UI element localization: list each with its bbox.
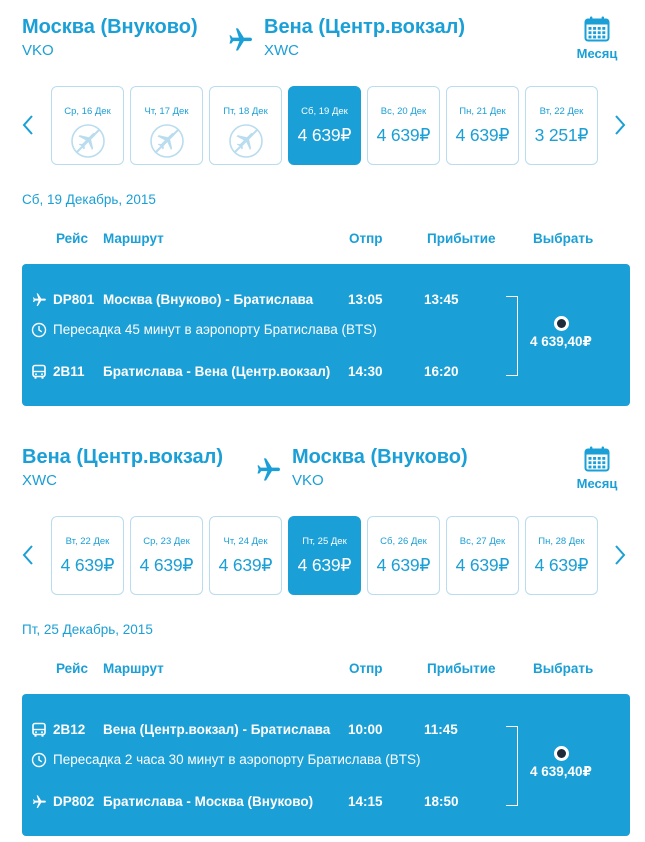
month-label: Месяц (576, 476, 618, 491)
plane-icon (31, 794, 47, 810)
column-header-route: Маршрут (103, 661, 164, 676)
flight-number: DP801 (53, 292, 95, 307)
month-view-button[interactable] (572, 16, 622, 61)
segments-bracket (506, 726, 518, 806)
prev-dates-chevron-left-icon[interactable] (20, 544, 36, 566)
date-option-label: Чт, 24 Дек (223, 536, 268, 547)
departure-time: 13:05 (348, 292, 383, 307)
total-price: 4 639,40₽ (530, 764, 592, 779)
clock-icon (31, 322, 47, 338)
segment-route: Москва (Внуково) - Братислава (103, 292, 314, 307)
date-option-price: 4 639₽ (376, 125, 431, 145)
date-option-price: 4 639₽ (139, 555, 194, 575)
date-strip (0, 86, 645, 166)
date-option[interactable] (51, 86, 124, 165)
month-view-button[interactable] (572, 446, 622, 491)
column-header-select: Выбрать (533, 661, 594, 676)
no-flight-icon (70, 123, 106, 159)
date-option[interactable] (130, 516, 203, 595)
date-option-label: Пн, 28 Дек (538, 536, 585, 547)
plane-icon (226, 26, 254, 54)
clock-icon (31, 752, 47, 768)
destination-code: XWC (264, 42, 299, 59)
origin-city: Вена (Центр.вокзал) (22, 446, 224, 468)
departure-time: 10:00 (348, 722, 383, 737)
segment-row (22, 292, 502, 310)
date-option-price: 4 639₽ (297, 125, 352, 145)
date-option[interactable] (51, 516, 124, 595)
next-dates-chevron-right-icon[interactable] (612, 114, 628, 136)
arrival-time: 16:20 (424, 364, 459, 379)
calendar-icon (584, 446, 610, 472)
segments-bracket (506, 296, 518, 376)
select-radio[interactable] (554, 746, 569, 761)
arrival-time: 13:45 (424, 292, 459, 307)
column-headers (0, 231, 645, 249)
origin-code: XWC (22, 472, 57, 489)
total-price: 4 639,40₽ (530, 334, 592, 349)
date-option-price: 4 639₽ (455, 555, 510, 575)
date-option-label: Пн, 21 Дек (459, 106, 506, 117)
destination-city: Вена (Центр.вокзал) (264, 16, 466, 38)
segment-route: Вена (Центр.вокзал) - Братислава (103, 722, 331, 737)
date-option-label: Пт, 18 Дек (223, 106, 268, 117)
column-header-arrive: Прибытие (427, 661, 496, 676)
destination-city: Москва (Внуково) (292, 446, 468, 468)
itinerary-card[interactable] (22, 694, 630, 836)
transfer-row (22, 752, 502, 770)
date-option-label: Пт, 25 Дек (302, 536, 347, 547)
date-option[interactable] (209, 516, 282, 595)
transfer-row (22, 322, 502, 340)
date-option-price: 3 251₽ (534, 125, 589, 145)
route-header (22, 16, 622, 66)
date-option-label: Сб, 26 Дек (380, 536, 427, 547)
column-header-depart: Отпр (349, 231, 383, 246)
date-option[interactable] (130, 86, 203, 165)
itinerary-card[interactable] (22, 264, 630, 406)
no-flight-icon (149, 123, 185, 159)
bus-icon (31, 364, 47, 380)
column-header-route: Маршрут (103, 231, 164, 246)
date-option[interactable] (446, 86, 519, 165)
month-label: Месяц (576, 46, 618, 61)
departure-time: 14:30 (348, 364, 383, 379)
date-option-price: 4 639₽ (455, 125, 510, 145)
date-option-price: 4 639₽ (534, 555, 589, 575)
segment-route: Братислава - Вена (Центр.вокзал) (103, 364, 331, 379)
route-header (22, 446, 622, 496)
date-option-label: Ср, 16 Дек (64, 106, 111, 117)
flight-number: DP802 (53, 794, 95, 809)
arrival-time: 11:45 (424, 722, 458, 737)
departure-time: 14:15 (348, 794, 383, 809)
no-flight-icon (228, 123, 264, 159)
segment-route: Братислава - Москва (Внуково) (103, 794, 314, 809)
segment-row (22, 364, 502, 382)
select-radio[interactable] (554, 316, 569, 331)
date-option-price: 4 639₽ (297, 555, 352, 575)
date-option[interactable] (367, 516, 440, 595)
next-dates-chevron-right-icon[interactable] (612, 544, 628, 566)
date-option-label: Вс, 27 Дек (459, 536, 506, 547)
date-option-label: Чт, 17 Дек (144, 106, 189, 117)
origin-city: Москва (Внуково) (22, 16, 198, 38)
column-header-flight: Рейс (56, 661, 88, 676)
column-header-flight: Рейс (56, 231, 88, 246)
date-option[interactable] (209, 86, 282, 165)
date-option-price: 4 639₽ (376, 555, 431, 575)
calendar-icon (584, 16, 610, 42)
origin-code: VKO (22, 42, 54, 59)
column-header-select: Выбрать (533, 231, 594, 246)
date-option[interactable] (288, 516, 361, 595)
date-option-label: Вс, 20 Дек (380, 106, 427, 117)
date-strip (0, 516, 645, 596)
plane-icon (31, 292, 47, 308)
segment-row (22, 722, 502, 740)
date-option-label: Вт, 22 Дек (65, 536, 110, 547)
destination-code: VKO (292, 472, 324, 489)
arrival-time: 18:50 (424, 794, 459, 809)
date-option[interactable] (367, 86, 440, 165)
transfer-text: Пересадка 45 минут в аэропорту Братислава (BTS) (53, 322, 377, 337)
segment-row (22, 794, 502, 812)
column-header-arrive: Прибытие (427, 231, 496, 246)
date-option-price: 4 639₽ (218, 555, 273, 575)
date-option[interactable] (288, 86, 361, 165)
column-header-depart: Отпр (349, 661, 383, 676)
plane-icon (254, 456, 282, 484)
selected-date-title: Сб, 19 Декабрь, 2015 (22, 192, 156, 207)
date-option[interactable] (525, 516, 598, 595)
selected-date-title: Пт, 25 Декабрь, 2015 (22, 622, 153, 637)
date-option[interactable] (525, 86, 598, 165)
transfer-text: Пересадка 2 часа 30 минут в аэропорту Братислава (BTS) (53, 752, 421, 767)
column-headers (0, 661, 645, 679)
date-option-label: Сб, 19 Дек (301, 106, 348, 117)
flight-number: 2B11 (53, 364, 85, 379)
date-option-label: Ср, 23 Дек (143, 536, 190, 547)
date-option[interactable] (446, 516, 519, 595)
date-option-label: Вт, 22 Дек (539, 106, 584, 117)
flight-number: 2B12 (53, 722, 86, 737)
prev-dates-chevron-left-icon[interactable] (20, 114, 36, 136)
bus-icon (31, 722, 47, 738)
date-option-price: 4 639₽ (60, 555, 115, 575)
